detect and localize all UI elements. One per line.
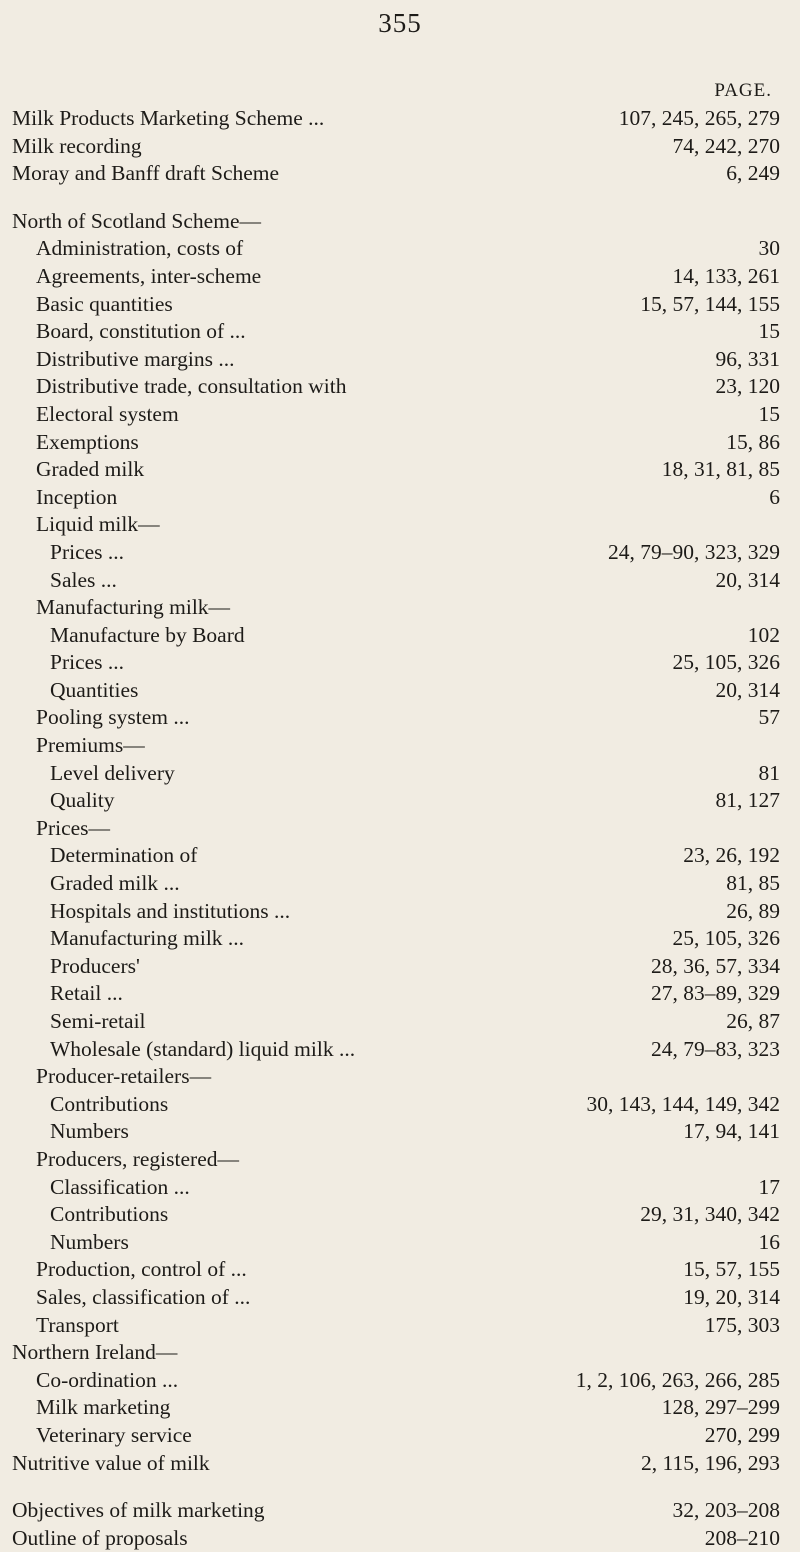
index-entry <box>0 1091 800 1119</box>
index-entry <box>0 429 800 457</box>
entry-label: Manufacturing milk— <box>36 595 231 620</box>
entry-page-refs: 57 <box>758 705 780 730</box>
entry-label: Wholesale (standard) liquid milk ... <box>50 1036 356 1061</box>
entry-label: Nutritive value of milk <box>12 1450 210 1475</box>
index-entry <box>0 539 800 567</box>
entry-page-refs: 28, 36, 57, 334 <box>651 953 780 978</box>
entry-label: Inception <box>36 484 118 509</box>
index-entry <box>0 622 800 650</box>
index-entry <box>0 1450 800 1478</box>
index-entry <box>0 401 800 429</box>
index-entry <box>0 1422 800 1450</box>
entry-label: Pooling system ... <box>36 705 190 730</box>
entry-label: Numbers <box>50 1119 129 1144</box>
index-entry <box>0 1497 800 1525</box>
entry-label: Distributive margins ... <box>36 346 235 371</box>
entry-page-refs: 14, 133, 261 <box>672 263 780 288</box>
entry-label: Numbers <box>50 1229 129 1254</box>
entry-label: Sales ... <box>50 567 117 592</box>
index-entry <box>0 263 800 291</box>
index-entry <box>0 1339 800 1367</box>
entry-label: Graded milk <box>36 457 145 482</box>
index-entry <box>0 677 800 705</box>
entry-label: Basic quantities <box>36 291 173 316</box>
entry-page-refs: 128, 297–299 <box>661 1395 780 1420</box>
entry-page-refs: 27, 83–89, 329 <box>651 981 780 1006</box>
entry-page-refs: 15, 86 <box>726 429 780 454</box>
index-entry <box>0 898 800 926</box>
entry-page-refs: 81, 127 <box>715 788 780 813</box>
entry-page-refs: 175, 303 <box>704 1312 780 1337</box>
entry-label: Producers' <box>50 953 140 978</box>
entry-page-refs: 81 <box>758 760 780 785</box>
entry-label: Milk marketing <box>36 1395 171 1420</box>
entry-page-refs: 74, 242, 270 <box>672 133 780 158</box>
index-entry <box>0 484 800 512</box>
index-entry <box>0 1146 800 1174</box>
entry-label: Outline of proposals <box>12 1525 188 1550</box>
index-entry <box>0 1201 800 1229</box>
entry-label: Contributions <box>50 1091 169 1116</box>
entry-label: Premiums— <box>36 733 145 758</box>
index-entry <box>0 291 800 319</box>
entry-page-refs: 15 <box>758 319 780 344</box>
entry-page-refs: 102 <box>747 622 780 647</box>
entry-label: Co-ordination ... <box>36 1367 179 1392</box>
entry-label: Board, constitution of ... <box>36 319 246 344</box>
entry-page-refs: 107, 245, 265, 279 <box>618 106 780 130</box>
entry-label: Milk Products Marketing Scheme ... <box>12 106 325 130</box>
entry-label: Semi-retail <box>50 1009 146 1033</box>
page-column-label: PAGE. <box>714 80 772 101</box>
index-entry <box>0 649 800 677</box>
entry-label: Distributive trade, consultation with <box>36 374 347 399</box>
index-entry <box>0 1036 800 1064</box>
entry-label: Production, control of ... <box>36 1257 247 1282</box>
index-entry <box>0 235 800 263</box>
entry-label: Northern Ireland— <box>12 1340 178 1365</box>
index-entry <box>0 787 800 815</box>
entry-page-refs: 25, 105, 326 <box>672 650 780 675</box>
entry-page-refs: 81, 85 <box>726 871 780 896</box>
entry-page-refs: 6 <box>769 484 780 509</box>
index-entry <box>0 842 800 870</box>
entry-page-refs: 17, 94, 141 <box>683 1119 780 1144</box>
entry-page-refs: 24, 79–83, 323 <box>651 1036 780 1061</box>
index-entry <box>0 1394 800 1422</box>
index-entry <box>0 732 800 760</box>
entry-label: Exemptions <box>36 429 139 454</box>
index-entry <box>0 594 800 622</box>
index-entry <box>0 1256 800 1284</box>
section-gap <box>0 188 800 208</box>
index-entry <box>0 1229 800 1257</box>
index-list <box>0 105 800 1552</box>
index-entry <box>0 456 800 484</box>
index-entry <box>0 1063 800 1091</box>
index-entry <box>0 870 800 898</box>
index-entry <box>0 1008 800 1036</box>
entry-label: Prices— <box>36 815 111 840</box>
entry-label: Producers, registered— <box>36 1146 239 1171</box>
entry-page-refs: 96, 331 <box>715 346 780 371</box>
index-entry <box>0 133 800 161</box>
entry-label: Classification ... <box>50 1174 190 1199</box>
entry-page-refs: 24, 79–90, 323, 329 <box>608 539 780 564</box>
entry-label: Producer-retailers— <box>36 1064 212 1089</box>
entry-label: Manufacturing milk ... <box>50 926 245 951</box>
entry-page-refs: 20, 314 <box>715 677 780 702</box>
entry-page-refs: 30 <box>758 236 780 261</box>
index-entry <box>0 511 800 539</box>
entry-page-refs: 270, 299 <box>704 1422 780 1447</box>
entry-label: Agreements, inter-scheme <box>36 263 262 288</box>
entry-page-refs: 2, 115, 196, 293 <box>641 1450 780 1475</box>
index-entry <box>0 760 800 788</box>
entry-page-refs: 29, 31, 340, 342 <box>640 1202 780 1227</box>
index-entry <box>0 346 800 374</box>
entry-page-refs: 25, 105, 326 <box>672 926 780 951</box>
entry-page-refs: 15, 57, 155 <box>683 1257 780 1282</box>
index-entry <box>0 1367 800 1395</box>
entry-page-refs: 15 <box>758 401 780 426</box>
entry-label: Manufacture by Board <box>50 622 245 647</box>
entry-label: Sales, classification of ... <box>36 1284 251 1309</box>
index-entry <box>0 1118 800 1146</box>
entry-label: Graded milk ... <box>50 871 180 896</box>
entry-page-refs: 6, 249 <box>726 161 780 186</box>
entry-label: Liquid milk— <box>36 512 160 537</box>
entry-page-refs: 208–210 <box>704 1525 780 1550</box>
entry-page-refs: 16 <box>758 1229 780 1254</box>
entry-label: Moray and Banff draft Scheme <box>12 161 280 186</box>
index-entry <box>0 815 800 843</box>
entry-label: Prices ... <box>50 539 125 564</box>
entry-label: Contributions <box>50 1202 169 1227</box>
entry-page-refs: 15, 57, 144, 155 <box>640 291 780 316</box>
index-entry <box>0 953 800 981</box>
index-entry <box>0 105 800 133</box>
index-entry <box>0 925 800 953</box>
index-entry <box>0 1312 800 1340</box>
entry-label: Veterinary service <box>36 1422 192 1447</box>
index-entry <box>0 318 800 346</box>
entry-label: Retail ... <box>50 981 123 1006</box>
entry-page-refs: 23, 120 <box>715 374 780 399</box>
index-entry <box>0 373 800 401</box>
index-entry <box>0 160 800 188</box>
entry-label: Transport <box>36 1312 119 1337</box>
entry-label: North of Scotland Scheme— <box>12 208 261 233</box>
entry-page-refs: 26, 89 <box>726 898 780 923</box>
entry-label: Milk recording <box>12 133 142 158</box>
page-number: 355 <box>378 8 422 38</box>
entry-page-refs: 18, 31, 81, 85 <box>661 457 780 482</box>
index-entry <box>0 567 800 595</box>
entry-label: Objectives of milk marketing <box>12 1498 265 1523</box>
index-entry <box>0 980 800 1008</box>
entry-label: Quality <box>50 788 115 813</box>
entry-label: Determination of <box>50 843 198 868</box>
entry-page-refs: 19, 20, 314 <box>683 1284 780 1309</box>
index-entry <box>0 1174 800 1202</box>
entry-page-refs: 20, 314 <box>715 567 780 592</box>
entry-page-refs: 26, 87 <box>726 1009 780 1033</box>
entry-page-refs: 17 <box>758 1174 780 1199</box>
entry-label: Level delivery <box>50 760 175 785</box>
entry-page-refs: 30, 143, 144, 149, 342 <box>586 1091 780 1116</box>
entry-label: Quantities <box>50 677 139 702</box>
entry-label: Hospitals and institutions ... <box>50 898 291 923</box>
entry-label: Administration, costs of <box>36 236 244 261</box>
index-entry <box>0 704 800 732</box>
entry-label: Prices ... <box>50 650 125 675</box>
entry-label: Electoral system <box>36 401 179 426</box>
entry-page-refs: 32, 203–208 <box>672 1498 780 1523</box>
index-entry <box>0 208 800 236</box>
section-gap <box>0 1477 800 1497</box>
entry-page-refs: 1, 2, 106, 263, 266, 285 <box>575 1367 780 1392</box>
index-entry <box>0 1284 800 1312</box>
index-entry <box>0 1525 800 1552</box>
entry-page-refs: 23, 26, 192 <box>683 843 780 868</box>
